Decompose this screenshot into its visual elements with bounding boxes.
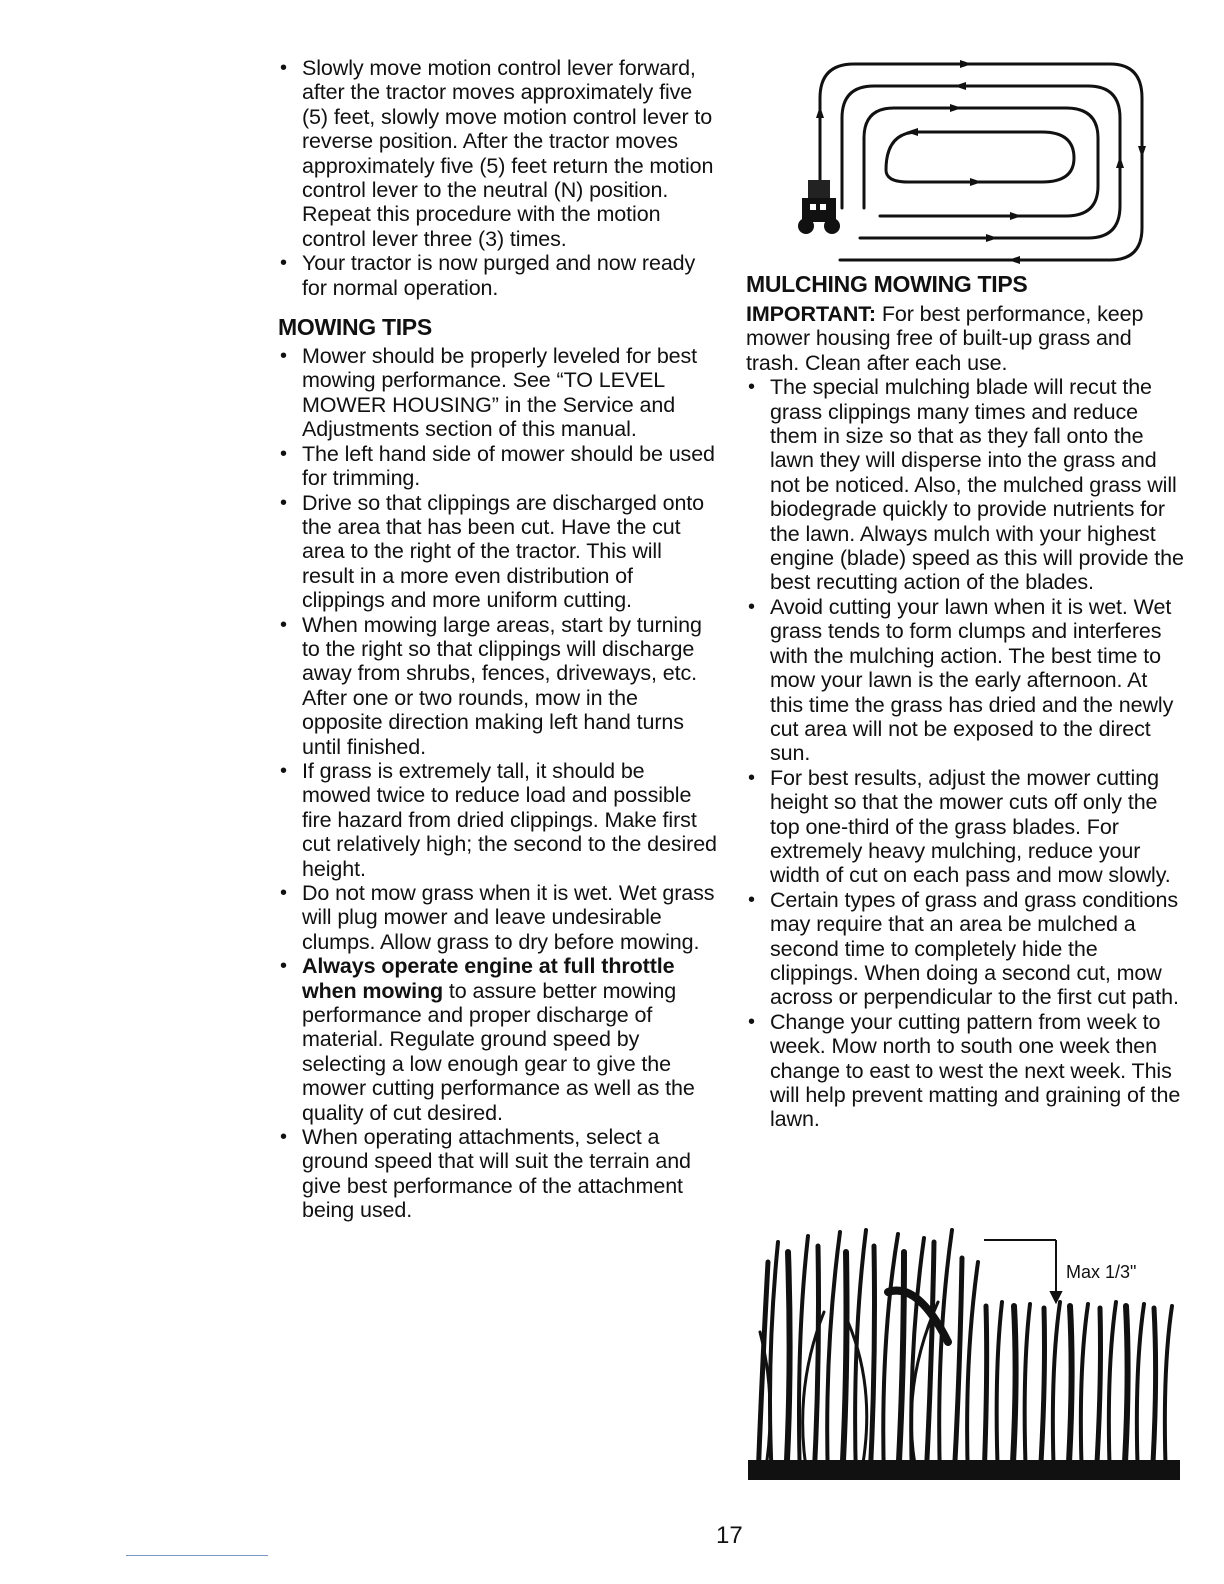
mowing-tips-list xyxy=(278,344,718,1223)
grass-base xyxy=(748,1460,1180,1480)
mowing-tips-heading: MOWING TIPS xyxy=(278,314,432,341)
grass-height-illustration xyxy=(748,1222,1180,1480)
list-item: • Your tractor is now purged and now ready for normal operation. xyxy=(278,251,718,300)
tractor-icon xyxy=(798,180,840,234)
mulching-tips-list xyxy=(746,375,1186,1132)
left-column xyxy=(278,56,718,1223)
purge-procedure-list xyxy=(278,56,718,300)
list-item: • The left hand side of mower should be used for trimming. xyxy=(278,442,718,491)
arrow-up-icon xyxy=(816,106,824,118)
arrow-up-icon xyxy=(1116,156,1124,168)
arrow-right-icon xyxy=(960,60,972,68)
important-label: IMPORTANT: xyxy=(746,302,876,326)
list-item-throttle xyxy=(278,954,718,1125)
list-item: • For best results, adjust the mower cutting height so that the mower cuts off only the top one-third of the grass blades. For extremely heavy mulching, reduce your width of cut on each pass and mow slowly. xyxy=(746,766,1186,888)
arrow-down-icon xyxy=(1138,146,1146,158)
list-item: • Mower should be properly leveled for best mowing performance. See “TO LEVEL MOWER HOUSING” in the Service and Adjustments section of this manual. xyxy=(278,344,718,442)
max-height-marker xyxy=(984,1240,1061,1302)
page-number: 17 xyxy=(716,1522,743,1549)
arrow-right-icon xyxy=(950,104,962,112)
arrow-left-icon xyxy=(954,82,966,90)
pattern-loop-inner xyxy=(886,132,1074,182)
arrow-right-icon xyxy=(986,234,998,242)
list-item: • Change your cutting pattern from week to week. Mow north to south one week then change to east to west the next week. This will help prevent matting and graining of the lawn. xyxy=(746,1010,1186,1132)
arrow-left-icon xyxy=(906,128,918,136)
list-item: • Certain types of grass and grass conditions may require that an area be mulched a second time to completely hide the clippings. When doing a second cut, mow across or perpendicular to the first cut path. xyxy=(746,888,1186,1010)
grass-blades-cut xyxy=(984,1302,1172,1480)
list-item: • Do not mow grass when it is wet. Wet grass will plug mower and leave undesirable clumps. Allow grass to dry before mowing. xyxy=(278,881,718,954)
right-column xyxy=(746,270,1186,1132)
important-text: For best performance, keep mower housing free of built-up grass and trash. Clean after each use. xyxy=(746,302,1144,375)
mowing-pattern-diagram xyxy=(790,58,1160,270)
arrow-left-icon xyxy=(1008,256,1020,264)
list-item: • Slowly move motion control lever forward, after the tractor moves approximately five (5) feet, slowly move motion control lever to reverse position. After the tractor moves approximately five (5) feet return the motion control lever to the neutral (N) position. Repeat this procedure with the motion control lever three (3) times. xyxy=(278,56,718,251)
grass-blades-tall xyxy=(758,1230,978,1480)
list-item: • The special mulching blade will recut the grass clippings many times and reduce them in size so that as they fall onto the lawn they will disperse into the grass and not be noticed. Also, the mulched grass will biodegrade quickly to provide nutrients for the lawn. Always mulch with your highest engine (blade) speed as this will provide the best recutting action of the blades. xyxy=(746,375,1186,595)
footer-divider xyxy=(126,1555,268,1556)
arrow-right-icon xyxy=(1010,212,1022,220)
list-item: • If grass is extremely tall, it should be mowed twice to reduce load and possible fire hazard from dried clippings. Make first cut relatively high; the second to the desired height. xyxy=(278,759,718,881)
important-note xyxy=(746,302,1186,375)
throttle-text: to assure better mowing performance and proper discharge of material. Regulate ground speed by selecting a low enough gear to give the mower cutting performance as well as the quality of cut desired. xyxy=(302,978,695,1125)
arrow-right-icon xyxy=(970,178,982,186)
pattern-loop-3 xyxy=(864,108,1098,216)
list-item: • When operating attachments, select a ground speed that will suit the terrain and give best performance of the attachment being used. xyxy=(278,1125,718,1223)
throttle-bold-text: Always operate engine at full throttle when mowing xyxy=(302,954,675,1003)
list-item: • Avoid cutting your lawn when it is wet. Wet grass tends to form clumps and interferes with the mulching action. The best time to mow your lawn is the early afternoon. At this time the grass has dried and the newly cut area will not be exposed to the direct sun. xyxy=(746,595,1186,766)
pattern-loop-outer xyxy=(820,64,1142,260)
list-item: • Drive so that clippings are discharged onto the area that has been cut. Have the cut area to the right of the tractor. This will result in a more even distribution of clippings and more uniform cutting. xyxy=(278,491,718,613)
list-item: • When mowing large areas, start by turning to the right so that clippings will discharge away from shrubs, fences, driveways, etc. After one or two rounds, mow in the opposite direction making left hand turns until finished. xyxy=(278,613,718,759)
max-height-label: Max 1/3" xyxy=(1066,1262,1137,1282)
mulching-tips-heading: MULCHING MOWING TIPS xyxy=(746,271,1028,297)
